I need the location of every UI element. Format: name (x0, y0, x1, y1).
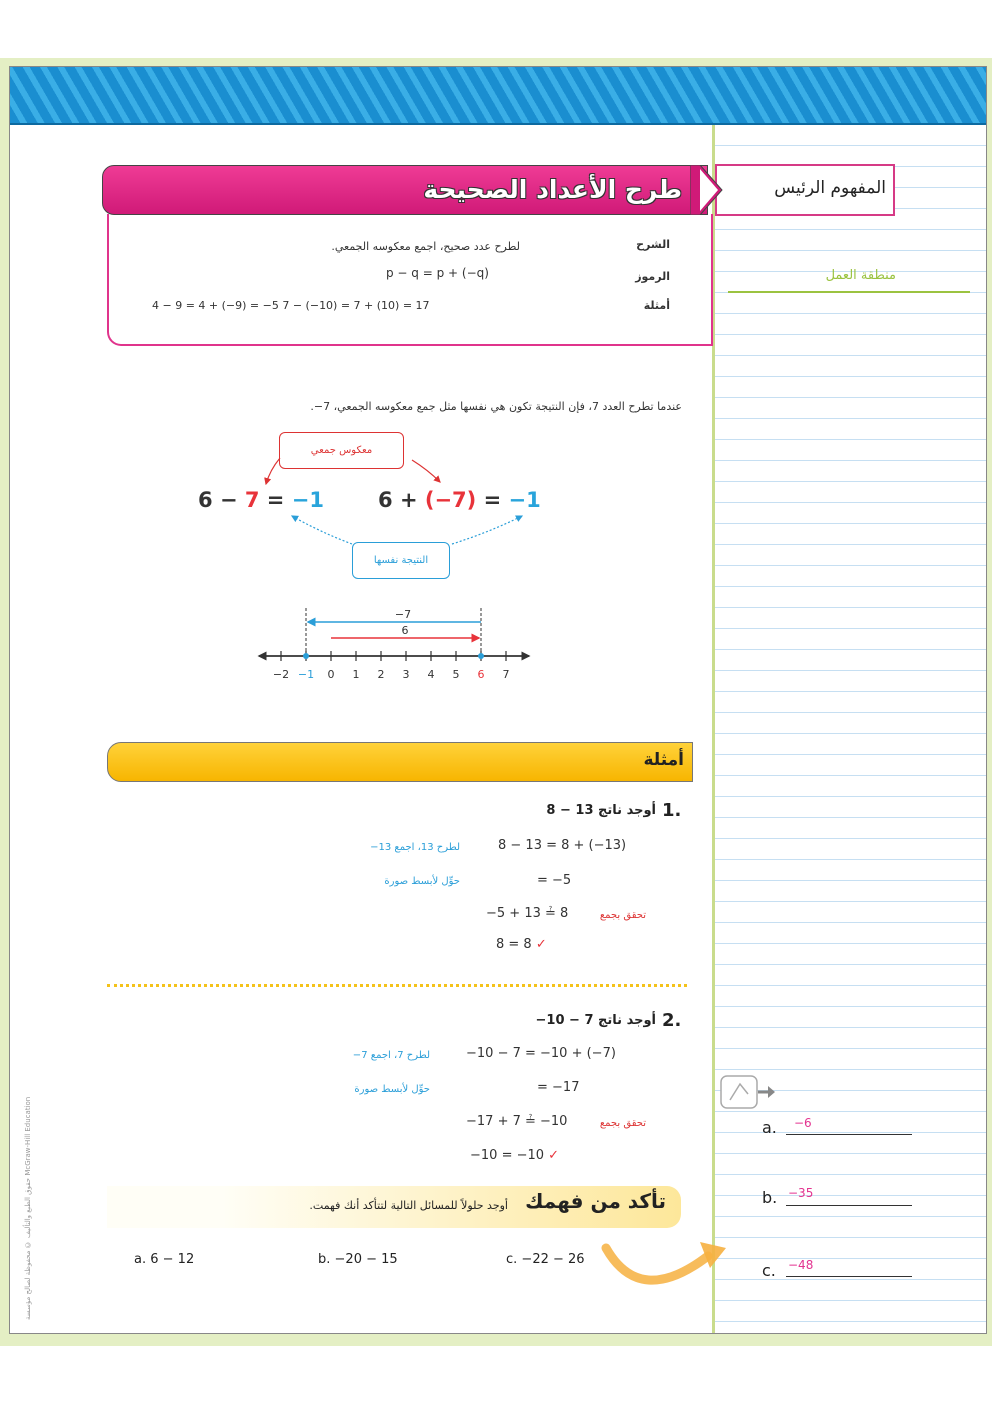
tick-label: 5 (452, 668, 460, 681)
example-2-note-1: لطرح 7، اجمع 7− (352, 1050, 430, 1061)
title-arrow-icon (690, 165, 724, 215)
work-area-label: منطقة العمل (825, 268, 896, 283)
check-mark-icon: ✓ (548, 1148, 560, 1163)
arrow-red-left (266, 458, 280, 484)
tick-label: 4 (427, 668, 435, 681)
problem-a-label: a. (134, 1252, 147, 1267)
eq-right-b: (−7) (424, 488, 477, 512)
example-1-number: 1. (662, 800, 682, 821)
answer-b-label: b. (762, 1188, 778, 1207)
answer-a-value[interactable]: −6 (794, 1116, 812, 1130)
top-banner (10, 67, 986, 125)
example-1-note-1: لطرح 13، اجمع 13− (370, 842, 460, 853)
row-content-symbols: p − q = p + (−q) (386, 266, 489, 280)
example-2-step-3: −17 + 7 ≟ −10 (466, 1114, 568, 1129)
check-mark-icon: ✓ (535, 937, 547, 952)
key-concept-label: المفهوم الرئيس (774, 178, 886, 198)
tick-label: 3 (402, 668, 410, 681)
arrow-red-right (412, 460, 440, 482)
number-line (255, 604, 535, 684)
example-1-step-3: −5 + 13 ≟ 8 (486, 906, 569, 921)
eq-right-result: −1 (508, 488, 541, 512)
row-label-explanation: الشرح (636, 238, 670, 251)
answer-c-label: c. (762, 1261, 776, 1280)
tick-label: 0 (327, 668, 335, 681)
example-1-note-2: حوِّل لأبسط صورة (384, 876, 460, 887)
curved-arrow-icon (600, 1228, 730, 1300)
tick-label: 2 (377, 668, 385, 681)
work-area-underline (728, 291, 970, 293)
side-copyright: حقوق الطبع والتأليف © محفوظة لصالح مؤسسة McGraw-Hill Education (24, 1096, 32, 1320)
example-2-step-4 (470, 1148, 590, 1163)
same-result-callout: النتيجة نفسها (352, 542, 450, 579)
eq-left-a: 6 (198, 488, 213, 512)
point-six (478, 653, 484, 659)
answer-a-line (786, 1134, 912, 1135)
tick-label: 6 (477, 668, 485, 681)
tick-label: 7 (502, 668, 510, 681)
eq-left-result: −1 (291, 488, 324, 512)
example-2-check-eq: −10 = −10 (470, 1148, 545, 1163)
check-understanding-instruction: أوجد حلولاً للمسائل التالية لتتأكد أنك فهمت. (309, 1199, 508, 1212)
example-2-note-2: حوِّل لأبسط صورة (354, 1084, 430, 1095)
problem-a-expr: 6 − 12 (150, 1252, 195, 1267)
arrow-blue-right (452, 516, 522, 544)
example-2-step-1: −10 − 7 = −10 + (−7) (466, 1046, 616, 1061)
check-understanding-title: تأكد من فهمك (525, 1189, 666, 1213)
eq-right-eq: = (483, 488, 502, 512)
example-1-step-1: 8 − 13 = 8 + (−13) (498, 838, 627, 853)
eq-left-op: − (219, 488, 238, 512)
example-2-step-2: = −17 (537, 1080, 580, 1095)
row-label-examples: أمثلة (643, 299, 670, 312)
example-1-step-2: = −5 (537, 873, 572, 888)
eq-right-a: 6 (378, 488, 393, 512)
eq-left-b: 7 (244, 488, 260, 512)
intro-text: عندما تطرح العدد 7، فإن النتيجة تكون هي نفسها مثل جمع معكوسه الجمعي، 7−. (310, 400, 682, 413)
tick-labels (273, 668, 510, 681)
problem-b (318, 1252, 438, 1267)
example-2-note-3: تحقق بجمع (599, 1118, 646, 1129)
example-2-number: 2. (662, 1010, 682, 1031)
tick-label: −1 (297, 668, 315, 681)
problem-c-expr: −22 − 26 (521, 1252, 585, 1267)
answer-c-line (786, 1276, 912, 1277)
example-1-question: أوجد ناتج 13 − 8 (546, 803, 656, 818)
example-2-question: أوجد ناتج 7 − 10− (535, 1013, 656, 1028)
pencil-sketch-icon (718, 1070, 776, 1114)
row-label-symbols: الرموز (635, 270, 670, 283)
answer-a-label: a. (762, 1118, 777, 1137)
arrow-blue-left (292, 516, 352, 544)
problem-a (134, 1252, 254, 1267)
label-six: 6 (401, 624, 409, 637)
eq-right-op: + (399, 488, 418, 512)
notes-column (712, 125, 987, 1333)
tick-label: −2 (272, 668, 290, 681)
problem-b-label: b. (318, 1252, 331, 1267)
point-minus-one (303, 653, 309, 659)
tick-label: 1 (352, 668, 360, 681)
dotted-divider (107, 984, 687, 987)
example-1-step-4 (496, 937, 586, 952)
example-1-check-eq: 8 = 8 (496, 937, 532, 952)
additive-inverse-callout: معكوس جمعي (279, 432, 404, 469)
row-content-examples: 4 − 9 = 4 + (−9) = −5 7 − (−10) = 7 + (10) = 17 (152, 299, 430, 312)
example-1-note-3: تحقق بجمع (599, 910, 646, 921)
problem-b-expr: −20 − 15 (334, 1252, 398, 1267)
row-content-explanation: لطرح عدد صحيح، اجمع معكوسه الجمعي. (331, 240, 520, 253)
problem-c-label: c. (506, 1252, 518, 1267)
eq-left-eq: = (266, 488, 285, 512)
answer-b-line (786, 1205, 912, 1206)
callout-arrows (240, 440, 560, 580)
examples-title: أمثلة (643, 750, 684, 770)
page-title: طرح الأعداد الصحيحة (423, 175, 682, 204)
answer-b-value[interactable]: −35 (788, 1186, 814, 1200)
label-minus-seven: −7 (394, 608, 412, 621)
answer-c-value[interactable]: −48 (788, 1258, 814, 1272)
